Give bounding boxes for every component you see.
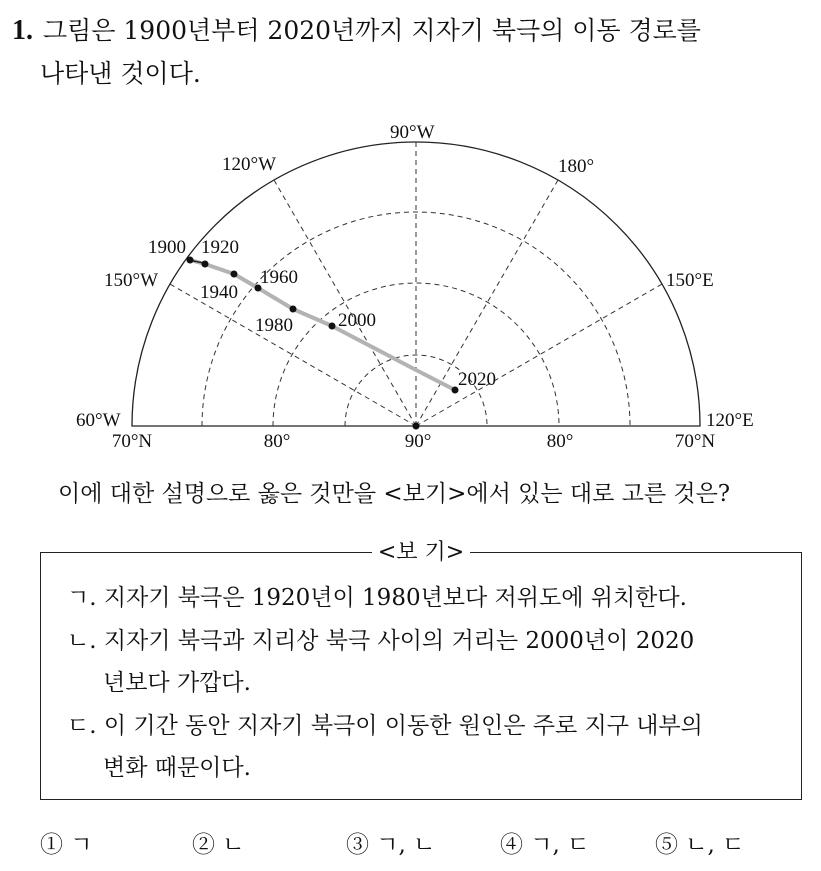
point-1940 [231,271,238,278]
lon-label-120w: 120°W [222,154,277,175]
point-1900 [187,257,194,264]
lon-label-90w: 90°W [390,122,435,143]
meridian-120w [274,180,416,426]
lat-label-70n-left: 70°N [111,431,153,452]
bogi-item-c-cont: 변화 때문이다. [103,755,251,781]
magnetic-pole-diagram [0,110,821,460]
lat-label-70n-right: 70°N [674,431,716,452]
choice-1[interactable]: ① ㄱ [40,832,93,858]
label-2000: 2000 [338,310,376,331]
point-2000 [329,323,336,330]
pole-path [190,260,455,390]
choice-4[interactable]: ④ ㄱ, ㄷ [500,832,590,858]
label-1980: 1980 [255,315,293,336]
question-text-2: 나타낸 것이다. [40,59,201,88]
question-text-1: 그림은 1900년부터 2020년까지 지자기 북극의 이동 경로를 [43,16,701,45]
meridian-150e [416,284,662,426]
lon-label-150w: 150°W [104,270,159,291]
label-2020: 2020 [458,369,496,390]
lon-label-60w: 60°W [76,410,121,431]
bogi-title-wrap [41,535,801,566]
lon-label-120e: 120°E [706,410,754,431]
bogi-box [40,540,802,800]
choice-2[interactable]: ② ㄴ [192,832,245,858]
bogi-item-b: ㄴ. 지자기 북극과 지리상 북극 사이의 거리는 2000년이 2020 [67,628,695,654]
bogi-item-b-cont: 년보다 가깝다. [103,670,251,696]
point-1920 [202,261,209,268]
question-line-1 [12,8,701,54]
label-1940: 1940 [200,282,238,303]
question-prompt: 이에 대한 설명으로 옳은 것만을 <보기>에서 있는 대로 고른 것은? [58,481,731,507]
label-1900: 1900 [148,237,186,258]
lat-label-80-left: 80° [263,431,291,452]
question-number: 1. [12,15,33,46]
lon-label-150e: 150°E [666,270,714,291]
bogi-title: <보 기> [372,540,470,565]
point-1980 [290,306,297,313]
bogi-item-c: ㄷ. 이 기간 동안 지자기 북극이 이동한 원인은 주로 지구 내부의 [67,713,703,739]
bogi-item-a: ㄱ. 지자기 북극은 1920년이 1980년보다 저위도에 위치한다. [67,585,687,611]
lat-label-90: 90° [404,431,432,452]
meridian-150w [170,284,416,426]
label-1920: 1920 [201,237,239,258]
geographic-north-pole [413,423,420,430]
choice-5[interactable]: ⑤ ㄴ, ㄷ [655,832,745,858]
lat-label-80-right: 80° [546,431,574,452]
choice-3[interactable]: ③ ㄱ, ㄴ [346,832,436,858]
label-1960: 1960 [260,267,298,288]
lon-label-180: 180° [558,156,595,177]
